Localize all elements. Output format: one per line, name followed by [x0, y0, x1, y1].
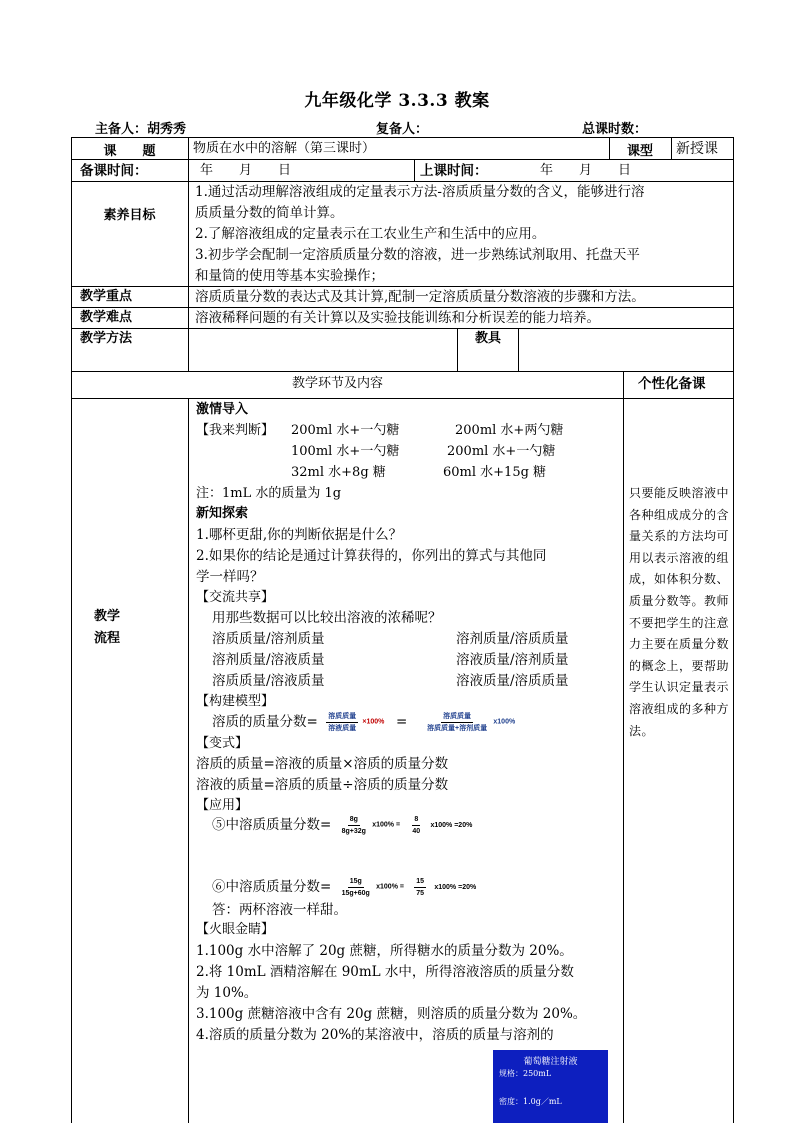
goal-line: 和量筒的使用等基本实验操作；: [195, 268, 384, 284]
share-question: 用那些数据可以比较出溶液的浓稀呢？: [212, 610, 442, 626]
fraction-numerator: 8: [412, 815, 420, 826]
ratio-item: 溶液质量/溶质质量: [456, 673, 569, 689]
topic-label: 课 题: [103, 144, 156, 159]
difficulties-value: 溶液稀释问题的有关计算以及实验技能训练和分析误差的能力培养。: [195, 310, 600, 326]
topic-value: 物质在水中的溶解（第三课时）: [193, 141, 376, 156]
key-points-label: 教学重点: [80, 289, 133, 304]
share-tag: 【交流共享】: [196, 590, 275, 605]
lesson-type-value: 新授课: [676, 141, 718, 157]
exercise-item: 2.将 10mL 酒精溶解在 90mL 水中，所得溶液溶质的质量分数: [196, 964, 574, 980]
judge-tag: 【我来判断】: [196, 423, 275, 438]
question-2: 2.如果你的结论是通过计算获得的，你列出的算式与其他同: [196, 548, 547, 564]
app6-fraction-1: [340, 877, 372, 898]
question-1: 1.哪杯更甜,你的判断依据是什么？: [196, 527, 403, 543]
variant-tag: 【变式】: [196, 736, 249, 751]
prep-time-label: 备课时间：: [80, 163, 148, 179]
formula-numerator: 溶质质量: [326, 712, 358, 723]
judge-item: 60ml 水+15g 糖: [443, 465, 547, 480]
explore-title: 新知探索: [196, 506, 249, 521]
fraction-denominator: 15g+60g: [341, 890, 370, 897]
goals-label: 素养目标: [103, 208, 156, 223]
teaching-aids-label: 教具: [475, 331, 502, 346]
fraction-denominator: 8g+32g: [341, 828, 366, 835]
fraction-numerator: 15: [414, 877, 426, 888]
goal-line: 2.了解溶液组成的定量表示在工农业生产和生活中的应用。: [195, 226, 546, 242]
class-time-value: 年 月 日: [540, 163, 632, 178]
variant-formula: 溶质的质量=溶液的质量×溶质的质量分数: [196, 756, 449, 772]
model-tag: 【构建模型】: [196, 694, 275, 709]
variant-formula: 溶液的质量=溶质的质量÷溶质的质量分数: [196, 777, 449, 793]
app6-fraction-2: [414, 877, 426, 898]
ratio-item: 溶液质量/溶剂质量: [456, 652, 569, 668]
formula-numerator: 溶质质量: [441, 712, 473, 723]
key-points-value: 溶质质量分数的表达式及其计算,配制一定溶质质量分数溶液的步骤和方法。: [195, 289, 645, 305]
application-6: [212, 872, 476, 903]
goal-line: 1.通过活动理解溶液组成的定量表示方法-溶质质量分数的含义，能够进行溶: [195, 184, 645, 200]
fraction-denominator: 75: [416, 890, 425, 897]
label-card-title: 葡萄糖注射液: [523, 1057, 578, 1067]
application-5: [212, 810, 472, 841]
formula-multiplier: ×100%: [362, 718, 385, 726]
question-2-cont: 学一样吗？: [196, 569, 264, 585]
ratio-item: 溶剂质量/溶液质量: [212, 652, 325, 668]
answer: 答：两杯溶液一样甜。: [212, 902, 347, 918]
fraction-result: x100% =20%: [434, 883, 477, 891]
fraction-numerator: 15g: [348, 877, 364, 888]
label-card-density: 密度：1.0g／mL: [499, 1097, 562, 1106]
app5-fraction-1: [340, 815, 368, 836]
lesson-type-label: 课型: [626, 144, 653, 159]
method-label: 教学方法: [80, 331, 133, 346]
judge-item: 200ml 水+一勺糖: [447, 444, 556, 459]
label-card-spec: 规格：250mL: [499, 1069, 552, 1078]
glucose-label-image: [493, 1050, 608, 1123]
goal-line: 3.初步学会配制一定溶质质量分数的溶液，进一步熟练试剂取用、托盘天平: [195, 247, 640, 263]
fraction-multiplier: x100% =: [372, 821, 401, 829]
class-time-label: 上课时间：: [420, 163, 488, 179]
judge-item: 200ml 水+两勺糖: [455, 423, 564, 438]
judge-item: 200ml 水+一勺糖: [291, 423, 400, 438]
prep-time-value: 年 月 日: [200, 163, 292, 178]
fraction-denominator: 40: [412, 828, 421, 835]
exercise-item: 4.溶质的质量分数为 20%的某溶液中，溶质的质量与溶剂的: [196, 1027, 554, 1043]
judge-item: 32ml 水+8g 糖: [291, 465, 386, 480]
formula-multiplier: x100%: [493, 718, 516, 726]
eyes-tag: 【火眼金睛】: [196, 922, 275, 937]
intro-title: 激情导入: [196, 402, 249, 417]
flow-label: 教学 流程: [94, 609, 121, 646]
ratio-item: 溶质质量/溶剂质量: [212, 631, 325, 647]
fraction-numerator: 8g: [348, 815, 360, 826]
app5-fraction-2: [410, 815, 422, 836]
formula-fraction-1: [326, 712, 358, 733]
fraction-multiplier: x100% =: [376, 883, 404, 891]
content-header: 教学环节及内容: [292, 376, 384, 391]
ratio-item: 溶质质量/溶液质量: [212, 673, 325, 689]
page-title: 九年级化学 3.3.3 教案: [304, 91, 490, 111]
exercise-item: 1.100g 水中溶解了 20g 蔗糖，所得糖水的质量分数为 20%。: [196, 943, 573, 959]
total-hours: 总课时数：: [582, 122, 648, 137]
fraction-result: x100% =20%: [430, 821, 473, 829]
note: 注：1mL 水的质量为 1g: [196, 486, 342, 501]
goal-line: 质质量分数的简单计算。: [195, 205, 344, 221]
co-preparer: 复备人：: [376, 122, 429, 137]
ratio-item: 溶剂质量/溶质质量: [456, 631, 569, 647]
personal-note: 只要能反映溶液中各种组成成分的含量关系的方法均可用以表示溶液的组成，如体积分数、质量分数等。教师不要把学生的注意力主要在质量分数的概念上，要帮助学生认识定量表示溶液组成的多种方法。: [629, 486, 730, 738]
exercise-item-cont: 为 10%。: [196, 985, 258, 1001]
model-text: 溶质的质量分数=: [212, 714, 318, 730]
application-text: ⑤中溶质质量分数=: [212, 817, 332, 833]
model-formula: [212, 710, 515, 735]
formula-denominator: 溶液质量: [328, 725, 357, 732]
application-text: ⑥中溶质质量分数=: [212, 879, 332, 895]
apply-tag: 【应用】: [196, 798, 249, 813]
formula-equals: =: [396, 714, 408, 730]
formula-denominator: 溶质质量+溶剂质量: [427, 725, 488, 732]
difficulties-label: 教学难点: [80, 310, 133, 325]
personal-header: 个性化备课: [638, 376, 706, 392]
judge-item: 100ml 水+一勺糖: [291, 444, 400, 459]
main-preparer: 主备人：胡秀秀: [95, 122, 187, 137]
formula-fraction-2: [425, 712, 489, 733]
exercise-item: 3.100g 蔗糖溶液中含有 20g 蔗糖，则溶质的质量分数为 20%。: [196, 1006, 587, 1022]
